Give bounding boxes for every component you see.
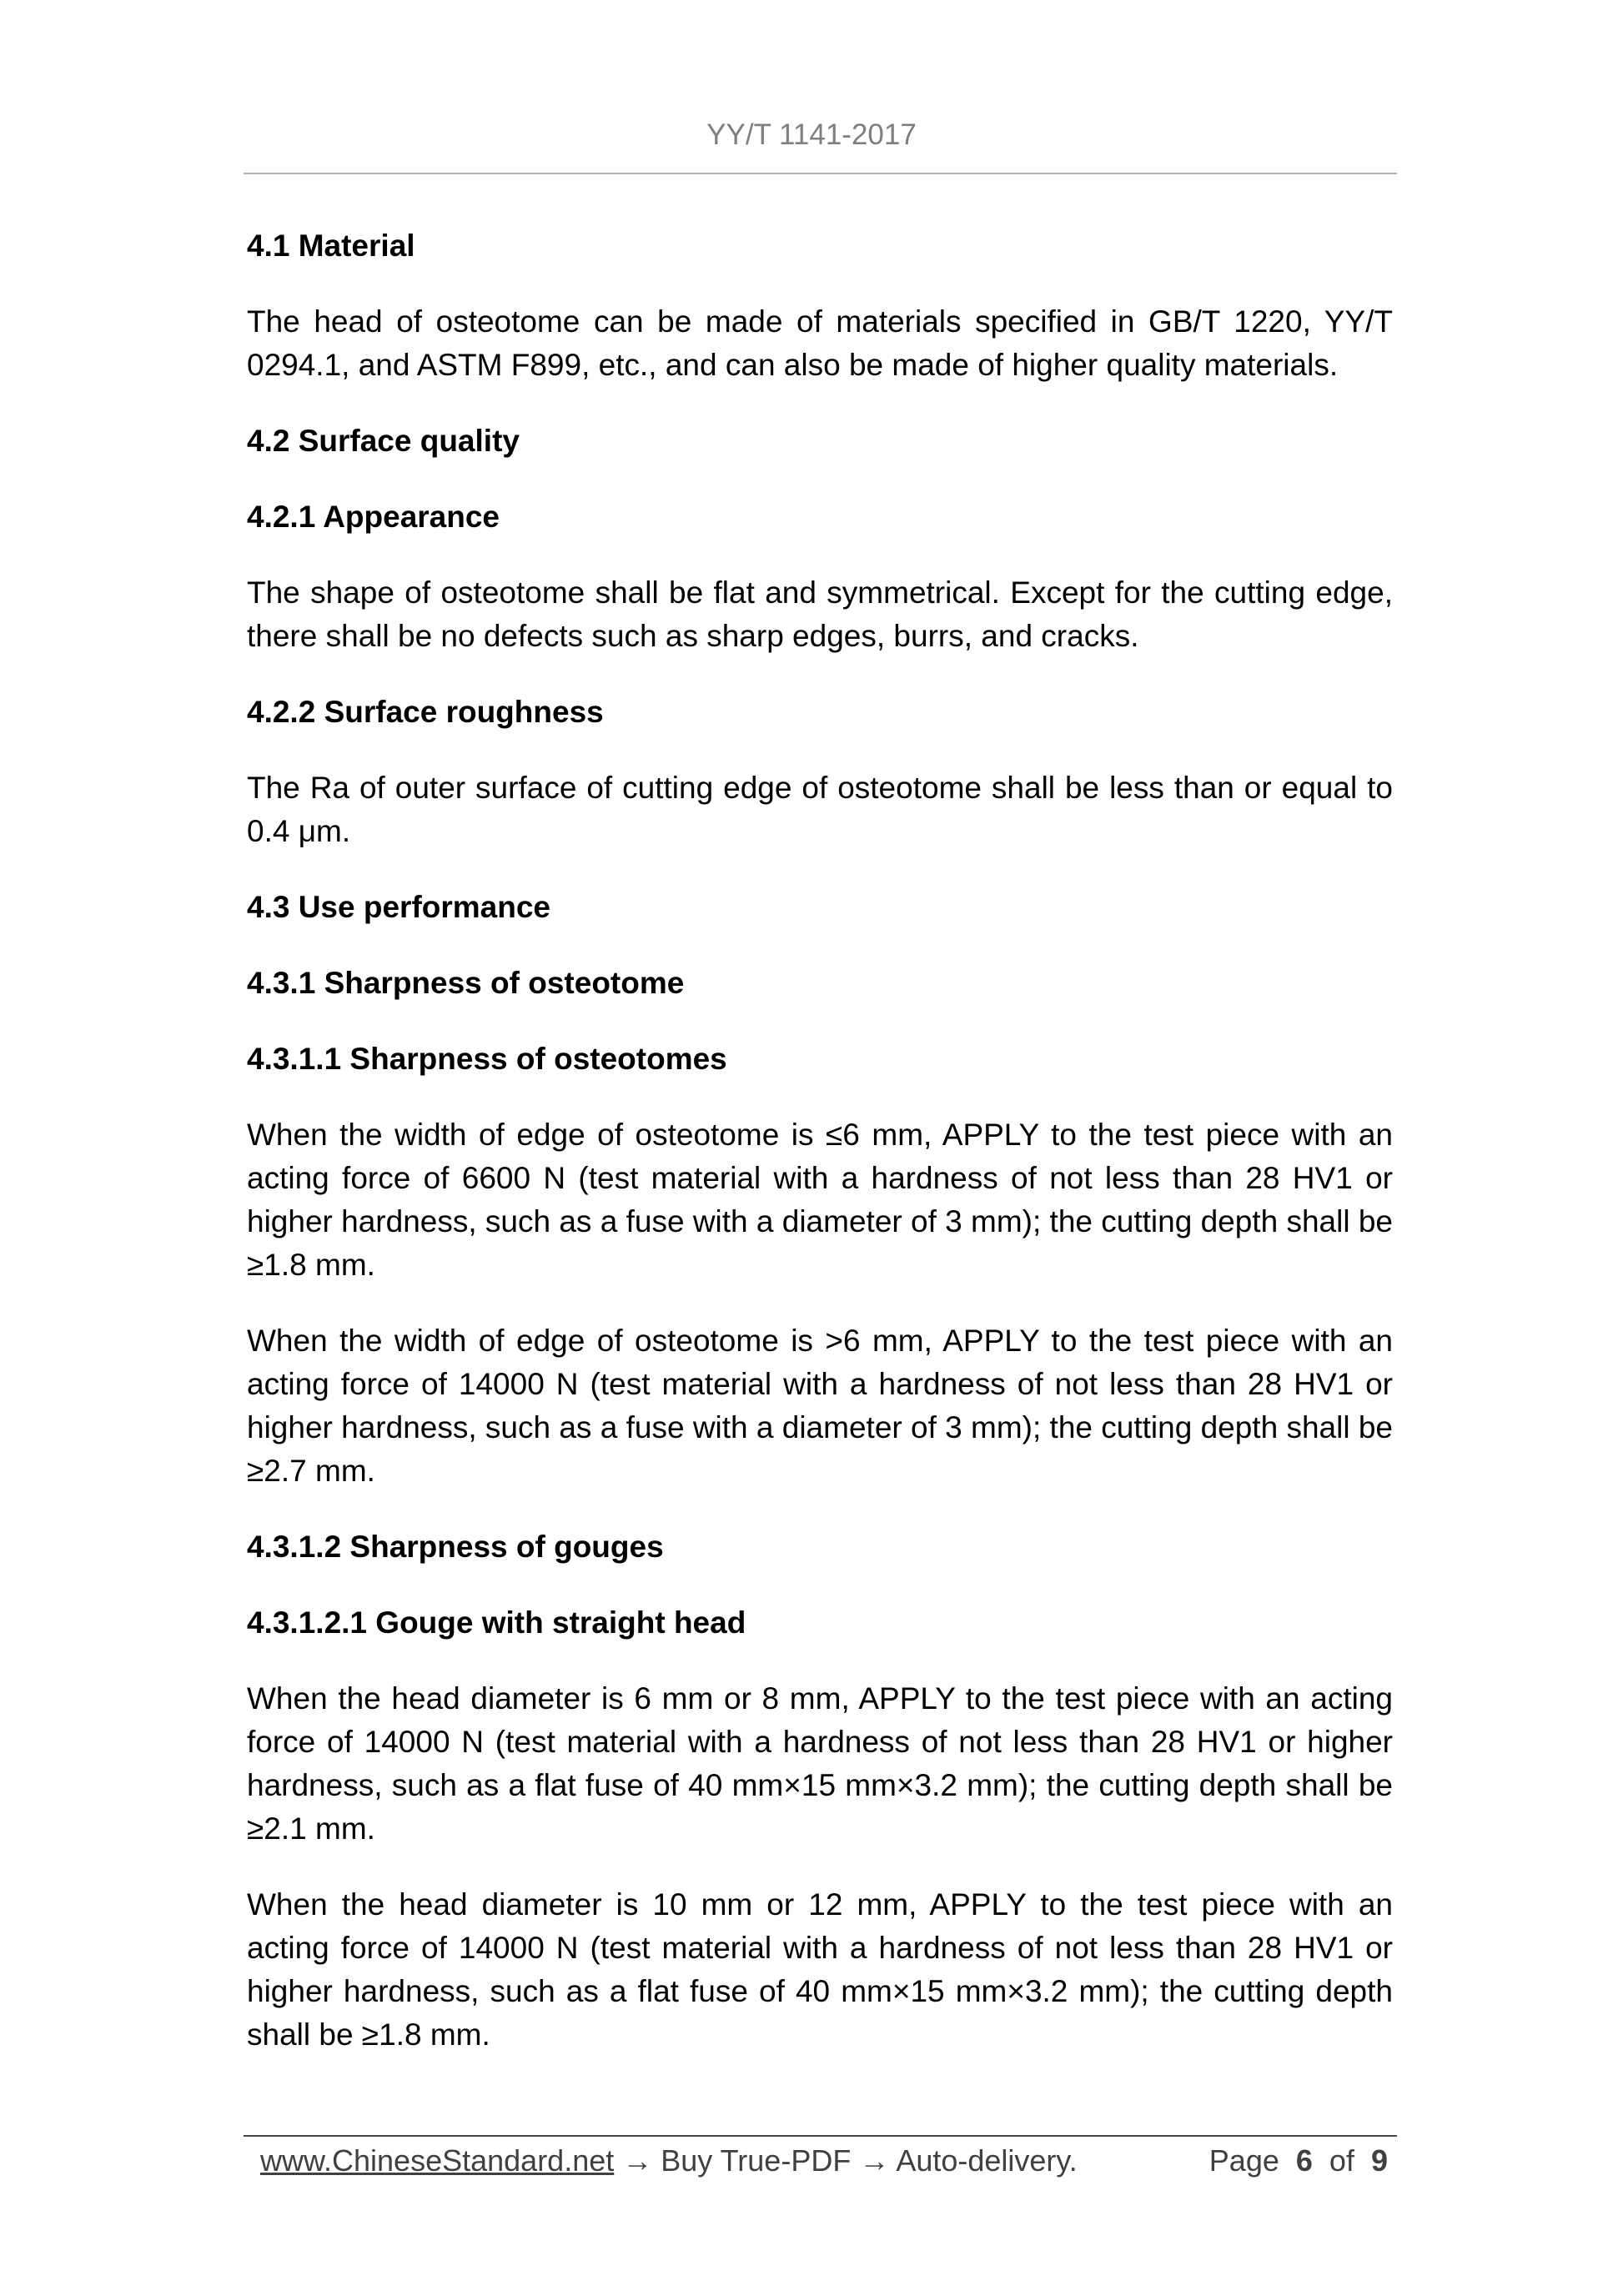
document-body [247,224,1393,2089]
footer-promo [260,2140,1078,2182]
paragraph-osteotome-wide: When the width of edge of osteotome is >6 mm, APPLY to the test piece with an acting force of 14000 N (test material with a hardness of not less than 28 HV1 or higher hardness, such as a fuse with a diameter of 3 mm); the cutting depth shall be ≥2.7 mm. [247,1324,1393,1488]
section-heading-4-3-1-1: 4.3.1.1 Sharpness of osteotomes [247,1042,727,1076]
header-divider [244,173,1397,174]
section-heading-4-1: 4.1 Material [247,229,415,263]
chinesestandard-link[interactable]: www.ChineseStandard.net [260,2143,615,2178]
section-heading-4-2-1: 4.2.1 Appearance [247,500,500,534]
page-indicator [1209,2140,1388,2182]
page-label: Page [1208,2143,1279,2178]
page-current: 6 [1295,2143,1313,2178]
section-heading-4-3-1-2-1: 4.3.1.2.1 Gouge with straight head [247,1605,746,1640]
section-heading-4-2: 4.2 Surface quality [247,424,520,458]
paragraph-gouge-small: When the head diameter is 6 mm or 8 mm, APPLY to the test piece with an acting force of 14000 N (test material with a hardness of not less than 28 HV1 or higher hardness, such as a flat fuse of 40 mm×15 mm×3.2 mm); the cutting depth shall be ≥2.1 mm. [247,1681,1393,1846]
section-heading-4-3: 4.3 Use performance [247,890,551,924]
paragraph-gouge-large: When the head diameter is 10 mm or 12 mm, APPLY to the test piece with an acting force of 14000 N (test material with a hardness of not less than 28 HV1 or higher hardness, such as a flat fuse of 40 mm×15 mm×3.2 mm); the cutting depth shall be ≥1.8 mm. [247,1887,1393,2052]
document-number-header: YY/T 1141-2017 [706,118,917,151]
section-heading-4-3-1: 4.3.1 Sharpness of osteotome [247,966,685,1000]
page-total: 9 [1370,2143,1388,2178]
section-heading-4-2-2: 4.2.2 Surface roughness [247,695,604,729]
paragraph-osteotome-narrow: When the width of edge of osteotome is ≤6 mm, APPLY to the test piece with an acting force of 6600 N (test material with a hardness of not less than 28 HV1 or higher hardness, such as a fuse with a diameter of 3 mm); the cutting depth shall be ≥1.8 mm. [247,1118,1393,1282]
paragraph-surface-roughness: The Ra of outer surface of cutting edge of osteotome shall be less than or equal to 0.4 μm. [247,771,1393,848]
page-of-label: of [1329,2143,1354,2178]
section-heading-4-3-1-2: 4.3.1.2 Sharpness of gouges [247,1530,664,1564]
paragraph-appearance: The shape of osteotome shall be flat and symmetrical. Except for the cutting edge, there shall be no defects such as sharp edges, burrs, and cracks. [247,575,1393,653]
footer-tagline: → Buy True-PDF → Auto-delivery. [614,2143,1078,2178]
paragraph-material: The head of osteotome can be made of materials specified in GB/T 1220, YY/T 0294.1, and ASTM F899, etc., and can also be made of higher quality materials. [247,304,1393,382]
footer-divider [244,2135,1397,2137]
